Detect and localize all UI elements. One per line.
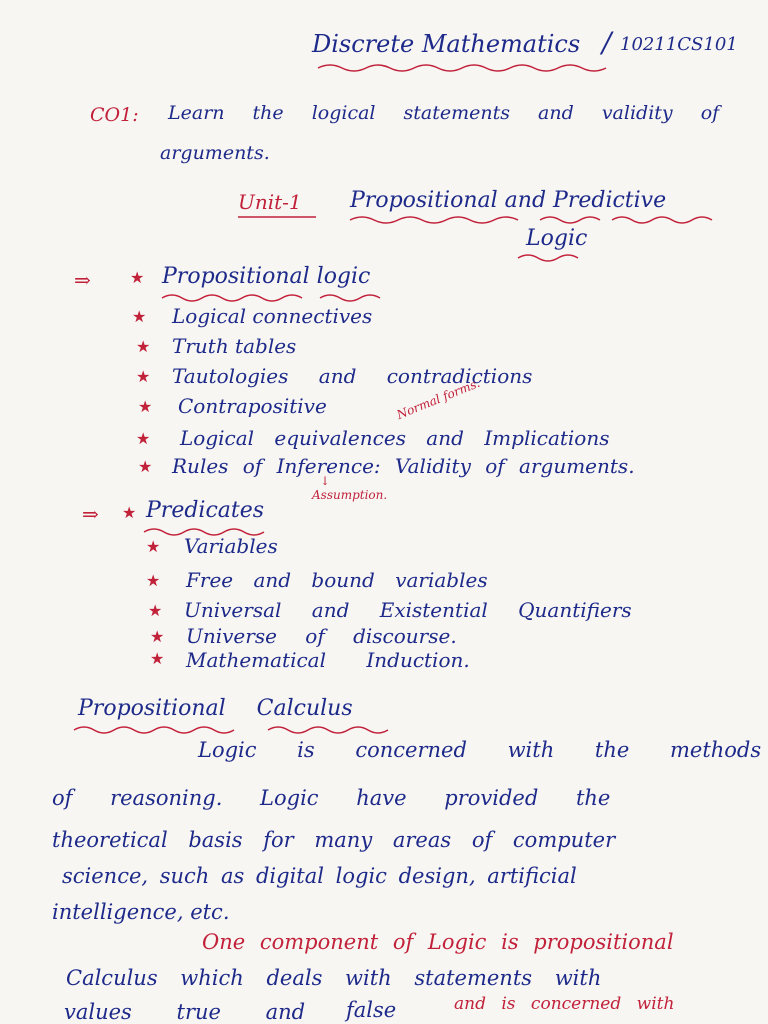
propositional-heading: Propositional logic xyxy=(162,264,371,289)
star-bullet-icon: ★ xyxy=(130,268,145,287)
list-item: Logical equivalences and Implications xyxy=(180,426,610,450)
star-bullet-icon: ★ xyxy=(150,649,165,668)
list-item: Variables xyxy=(184,534,278,558)
star-bullet-icon: ★ xyxy=(146,537,161,556)
unit-title-line-2-underline xyxy=(518,252,588,264)
annotation-normal-forms: Normal forms. xyxy=(394,375,482,422)
implies-arrow-icon: ⇒ xyxy=(74,268,91,292)
list-item: Tautologies and contradictions xyxy=(172,364,533,388)
unit-label: Unit-1 xyxy=(238,190,302,214)
star-bullet-icon: ★ xyxy=(136,429,151,448)
paragraph-line: intelligence, etc. xyxy=(52,900,230,924)
implies-arrow-icon: ⇒ xyxy=(82,502,99,526)
title-underline xyxy=(318,62,608,74)
paragraph-line: theoretical basis for many areas of computer xyxy=(52,828,616,852)
co-line-2: arguments. xyxy=(160,142,270,164)
annotation-assumption: Assumption. xyxy=(312,488,388,502)
star-bullet-icon: ★ xyxy=(146,571,161,590)
paragraph-line: Calculus which deals with statements with xyxy=(66,966,602,990)
paragraph-line: Logic is concerned with the methods xyxy=(198,738,762,762)
list-item: Universe of discourse. xyxy=(186,624,457,648)
list-item: Logical connectives xyxy=(172,304,373,328)
star-bullet-icon: ★ xyxy=(138,397,153,416)
paragraph-line: science, such as digital logic design, artificial xyxy=(62,864,577,888)
star-bullet-icon: ★ xyxy=(148,601,163,620)
unit-title-underline xyxy=(350,214,725,226)
course-code: 10211CS101 xyxy=(620,34,738,55)
star-bullet-icon: ★ xyxy=(136,367,151,386)
predicates-heading: Predicates xyxy=(146,498,265,523)
list-item: Rules of Inference: Validity of arguments. xyxy=(172,454,635,478)
unit-label-underline xyxy=(238,214,318,220)
calculus-heading: Propositional Calculus xyxy=(78,696,353,721)
calculus-heading-underline xyxy=(74,724,404,736)
paragraph-line: of reasoning. Logic have provided the xyxy=(52,786,611,810)
star-bullet-icon: ★ xyxy=(150,627,165,646)
paragraph-line: values true and xyxy=(64,1000,306,1024)
page-title: Discrete Mathematics xyxy=(312,30,581,58)
unit-title-line-1: Propositional and Predictive xyxy=(350,188,667,213)
star-bullet-icon: ★ xyxy=(136,337,151,356)
propositional-heading-underline xyxy=(162,292,392,304)
list-item: Mathematical Induction. xyxy=(186,648,470,672)
list-item: Universal and Existential Quantifiers xyxy=(184,598,632,622)
star-bullet-icon: ★ xyxy=(132,307,147,326)
list-item: Free and bound variables xyxy=(186,568,488,592)
list-item: Contrapositive xyxy=(178,394,327,418)
list-item: Truth tables xyxy=(172,334,297,358)
star-bullet-icon: ★ xyxy=(122,503,137,522)
co-label: CO1: xyxy=(90,104,139,126)
down-arrow-icon: ↓ xyxy=(320,474,331,488)
star-bullet-icon: ★ xyxy=(138,457,153,476)
title-separator: / xyxy=(602,26,612,59)
co-line-1: Learn the logical statements and validity of xyxy=(168,102,720,124)
paragraph-line: and is concerned with xyxy=(454,994,675,1014)
paragraph-line: One component of Logic is propositional xyxy=(202,930,674,954)
paragraph-line: false xyxy=(346,998,397,1022)
unit-title-line-2: Logic xyxy=(526,226,588,251)
